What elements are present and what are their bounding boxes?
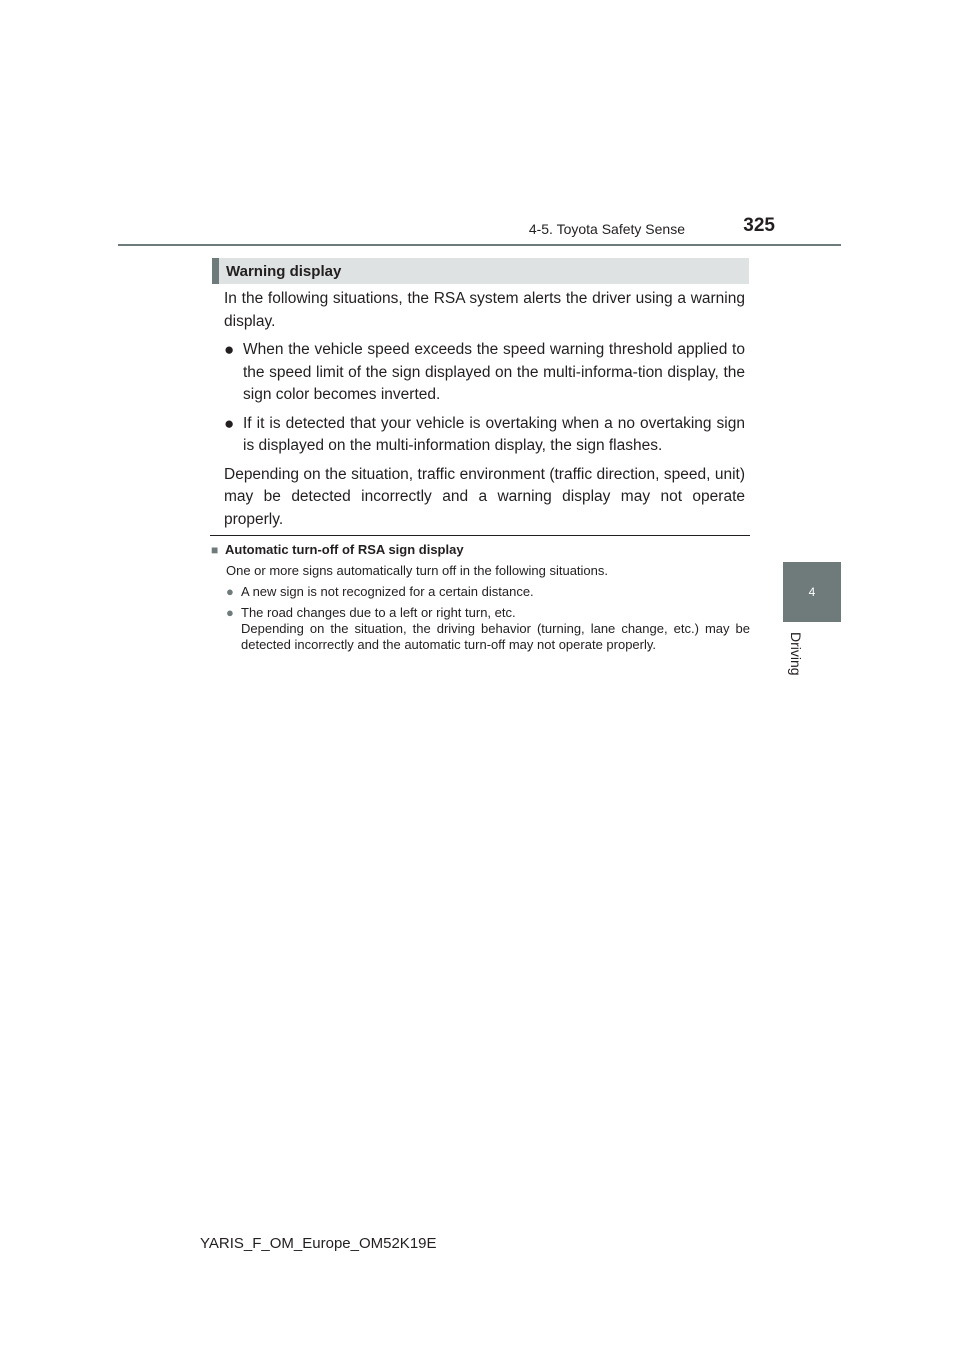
header-divider xyxy=(118,244,841,246)
note-heading xyxy=(211,542,750,558)
list-item-main: The road changes due to a left or right turn, etc. xyxy=(241,605,516,620)
warning-display-closing: Depending on the situation, traffic environment (traffic direction, speed, unit) may be detected incorrectly and a warning display may not operate properly. xyxy=(224,465,745,528)
list-item-text xyxy=(241,584,750,600)
list-item xyxy=(224,339,745,407)
warning-display-heading xyxy=(212,258,749,284)
list-item xyxy=(226,605,750,653)
bullet-icon: ● xyxy=(224,340,235,359)
warning-display-body xyxy=(224,288,745,531)
chapter-number: 4 xyxy=(808,585,816,599)
list-item xyxy=(224,413,745,458)
bullet-icon: ● xyxy=(226,605,234,620)
list-item-detail: Depending on the situation, the driving behavior (turning, lane change, etc.) may be detected incorrectly and the automatic turn-off may not operate properly. xyxy=(241,621,750,652)
warning-display-heading-text: Warning display xyxy=(226,262,342,280)
square-bullet-icon: ■ xyxy=(211,543,219,557)
header-section-title: 4-5. Toyota Safety Sense xyxy=(528,221,685,237)
chapter-tab xyxy=(783,562,841,622)
chapter-label: Driving xyxy=(788,632,804,676)
bullet-icon: ● xyxy=(224,413,235,433)
bullet-icon: ● xyxy=(226,584,234,599)
note-heading-text: Automatic turn-off of RSA sign display xyxy=(225,542,464,557)
warning-display-intro: In the following situations, the RSA system alerts the driver using a warning display. xyxy=(224,290,745,330)
section-divider xyxy=(210,535,750,536)
list-item-main: A new sign is not recognized for a certain distance. xyxy=(241,584,534,599)
list-item-text: When the vehicle speed exceeds the speed warning threshold applied to the speed limit of the sign displayed on the multi-informa-tion display, the sign color becomes inverted. xyxy=(243,341,745,403)
list-item xyxy=(226,584,750,600)
list-item-text: If it is detected that your vehicle is overtaking when a no overtaking sign is displayed on the multi-information display, the sign flashes. xyxy=(243,414,745,454)
note-intro: One or more signs automatically turn off in the following situations. xyxy=(226,563,609,578)
document-id: YARIS_F_OM_Europe_OM52K19E xyxy=(200,1235,437,1252)
page-number: 325 xyxy=(743,215,775,236)
note-block xyxy=(211,542,750,653)
list-item-text xyxy=(241,605,750,653)
